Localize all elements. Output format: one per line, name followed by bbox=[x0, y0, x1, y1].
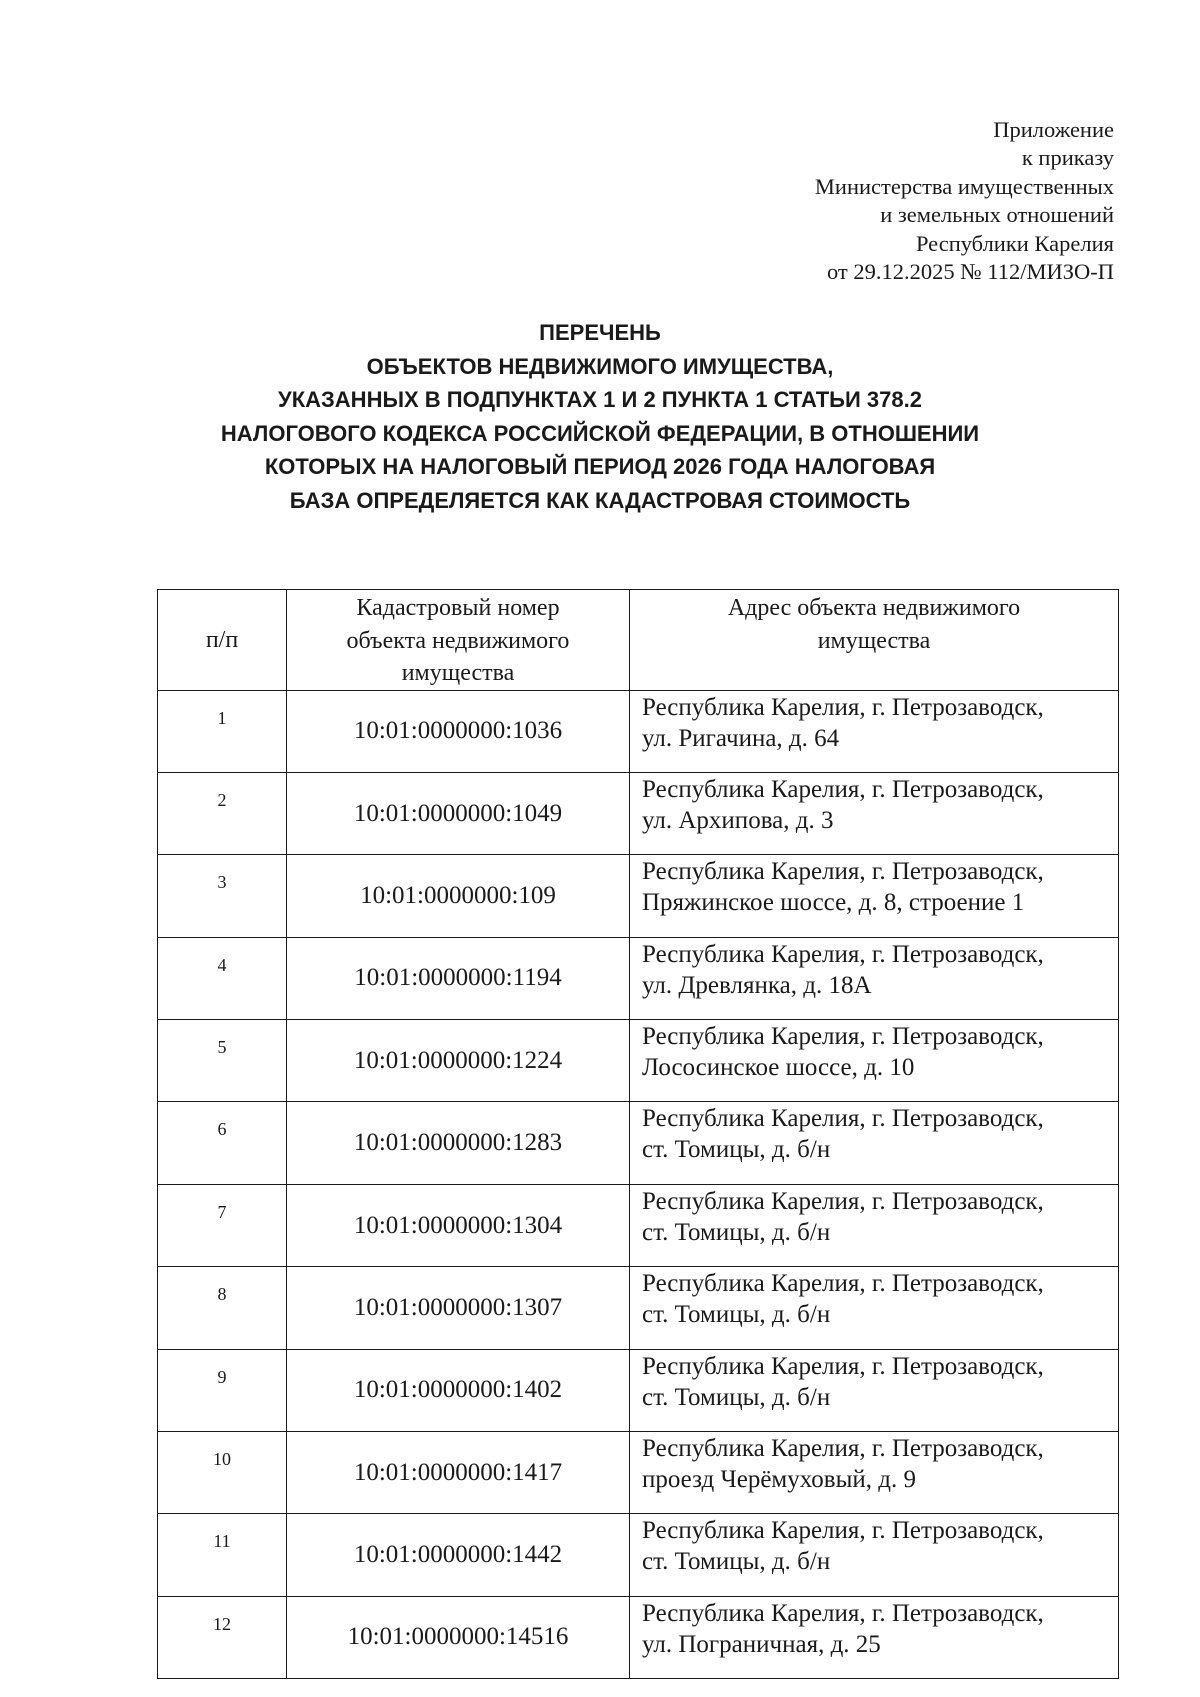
address-line: Республика Карелия, г. Петрозаводск, bbox=[642, 858, 1044, 886]
header-address-line: имущества bbox=[817, 627, 931, 654]
cadastral-number: 10:01:0000000:1402 bbox=[287, 1349, 630, 1431]
table-row bbox=[158, 1102, 1119, 1184]
table-row bbox=[158, 772, 1119, 854]
address-line: Лососинское шоссе, д. 10 bbox=[642, 1054, 915, 1082]
cadastral-number: 10:01:0000000:1049 bbox=[287, 772, 630, 854]
cadastral-number: 10:01:0000000:1442 bbox=[287, 1514, 630, 1596]
appendix-line: и земельных отношений bbox=[880, 202, 1114, 228]
address-line: ст. Томицы, д. б/н bbox=[642, 1301, 831, 1329]
address-line: Республика Карелия, г. Петрозаводск, bbox=[642, 1599, 1044, 1627]
property-address bbox=[630, 1267, 1119, 1349]
header-address bbox=[630, 590, 1119, 691]
cadastral-number: 10:01:0000000:1304 bbox=[287, 1184, 630, 1266]
table-row bbox=[158, 1020, 1119, 1102]
table-row bbox=[158, 1267, 1119, 1349]
appendix-line: к приказу bbox=[1021, 145, 1114, 171]
address-line: ст. Томицы, д. б/н bbox=[642, 1218, 831, 1246]
row-number: 7 bbox=[158, 1184, 287, 1266]
address-line: Республика Карелия, г. Петрозаводск, bbox=[642, 1270, 1044, 1298]
title-line: НАЛОГОВОГО КОДЕКСА РОССИЙСКОЙ ФЕДЕРАЦИИ, В ОТНОШЕНИИ bbox=[220, 420, 980, 446]
row-number: 5 bbox=[158, 1020, 287, 1102]
address-line: ул. Архипова, д. 3 bbox=[642, 806, 834, 834]
table-row bbox=[158, 1432, 1119, 1514]
property-address bbox=[630, 937, 1119, 1019]
cadastral-number: 10:01:0000000:14516 bbox=[287, 1596, 630, 1678]
property-address bbox=[630, 1020, 1119, 1102]
table-row bbox=[158, 1349, 1119, 1431]
appendix-line: Министерства имущественных bbox=[814, 173, 1114, 199]
address-line: Республика Карелия, г. Петрозаводск, bbox=[642, 1187, 1044, 1215]
table-row bbox=[158, 690, 1119, 772]
appendix-order-date: от 29.12.2025 № 112/МИЗО-П bbox=[826, 259, 1114, 285]
property-address bbox=[630, 1349, 1119, 1431]
title-line: ОБЪЕКТОВ НЕДВИЖИМОГО ИМУЩЕСТВА, bbox=[366, 353, 834, 379]
row-number: 8 bbox=[158, 1267, 287, 1349]
document-title bbox=[150, 316, 1050, 517]
cadastral-number: 10:01:0000000:1417 bbox=[287, 1432, 630, 1514]
address-line: ст. Томицы, д. б/н bbox=[642, 1136, 831, 1164]
row-number: 1 bbox=[158, 690, 287, 772]
row-number: 4 bbox=[158, 937, 287, 1019]
table-row bbox=[158, 1514, 1119, 1596]
address-line: ул. Древлянка, д. 18А bbox=[642, 971, 872, 999]
appendix-line: Приложение bbox=[993, 117, 1114, 142]
cadastral-number: 10:01:0000000:1036 bbox=[287, 690, 630, 772]
cadastral-number: 10:01:0000000:1194 bbox=[287, 937, 630, 1019]
appendix-block bbox=[815, 116, 1114, 286]
property-address bbox=[630, 1102, 1119, 1184]
title-line: ПЕРЕЧЕНЬ bbox=[539, 320, 661, 345]
property-address bbox=[630, 1432, 1119, 1514]
table-header-row bbox=[158, 590, 1119, 691]
address-line: Республика Карелия, г. Петрозаводск, bbox=[642, 1352, 1044, 1380]
address-line: проезд Черёмуховый, д. 9 bbox=[642, 1466, 916, 1494]
row-number: 3 bbox=[158, 855, 287, 937]
address-line: Республика Карелия, г. Петрозаводск, bbox=[642, 1023, 1044, 1051]
property-address bbox=[630, 855, 1119, 937]
header-cadastral-number bbox=[287, 590, 630, 691]
row-number: 11 bbox=[158, 1514, 287, 1596]
table-row bbox=[158, 855, 1119, 937]
header-cadastral-line: объекта недвижимого bbox=[346, 627, 570, 654]
row-number: 6 bbox=[158, 1102, 287, 1184]
address-line: Республика Карелия, г. Петрозаводск, bbox=[642, 940, 1044, 968]
appendix-line: Республики Карелия bbox=[915, 230, 1114, 256]
address-line: Республика Карелия, г. Петрозаводск, bbox=[642, 693, 1044, 721]
address-line: Республика Карелия, г. Петрозаводск, bbox=[642, 1435, 1044, 1463]
property-address bbox=[630, 1514, 1119, 1596]
address-line: ст. Томицы, д. б/н bbox=[642, 1383, 831, 1411]
property-table bbox=[157, 589, 1119, 1679]
address-line: ул. Ригачина, д. 64 bbox=[642, 724, 840, 752]
header-number: п/п bbox=[158, 590, 287, 691]
cadastral-number: 10:01:0000000:1224 bbox=[287, 1020, 630, 1102]
address-line: Республика Карелия, г. Петрозаводск, bbox=[642, 775, 1044, 803]
property-address bbox=[630, 690, 1119, 772]
header-cadastral-line: имущества bbox=[401, 660, 515, 686]
cadastral-number: 10:01:0000000:109 bbox=[287, 855, 630, 937]
address-line: ул. Пограничная, д. 25 bbox=[642, 1630, 881, 1658]
table-row bbox=[158, 1596, 1119, 1678]
row-number: 2 bbox=[158, 772, 287, 854]
header-address-line: Адрес объекта недвижимого bbox=[727, 595, 1021, 621]
header-cadastral-line: Кадастровый номер bbox=[356, 595, 560, 621]
address-line: Республика Карелия, г. Петрозаводск, bbox=[642, 1105, 1044, 1133]
row-number: 9 bbox=[158, 1349, 287, 1431]
title-line: КОТОРЫХ НА НАЛОГОВЫЙ ПЕРИОД 2026 ГОДА НАЛОГОВАЯ bbox=[264, 454, 936, 479]
row-number: 12 bbox=[158, 1596, 287, 1678]
address-line: ст. Томицы, д. б/н bbox=[642, 1548, 831, 1576]
address-line: Республика Карелия, г. Петрозаводск, bbox=[642, 1517, 1044, 1545]
table-row bbox=[158, 937, 1119, 1019]
row-number: 10 bbox=[158, 1432, 287, 1514]
cadastral-number: 10:01:0000000:1307 bbox=[287, 1267, 630, 1349]
property-address bbox=[630, 1596, 1119, 1678]
cadastral-number: 10:01:0000000:1283 bbox=[287, 1102, 630, 1184]
property-address bbox=[630, 772, 1119, 854]
table-body bbox=[158, 690, 1119, 1679]
title-line: БАЗА ОПРЕДЕЛЯЕТСЯ КАК КАДАСТРОВАЯ СТОИМОСТЬ bbox=[289, 487, 911, 513]
address-line: Пряжинское шоссе, д. 8, строение 1 bbox=[642, 889, 1025, 917]
title-line: УКАЗАННЫХ В ПОДПУНКТАХ 1 И 2 ПУНКТА 1 СТАТЬИ 378.2 bbox=[278, 387, 922, 412]
table-row bbox=[158, 1184, 1119, 1266]
property-address bbox=[630, 1184, 1119, 1266]
